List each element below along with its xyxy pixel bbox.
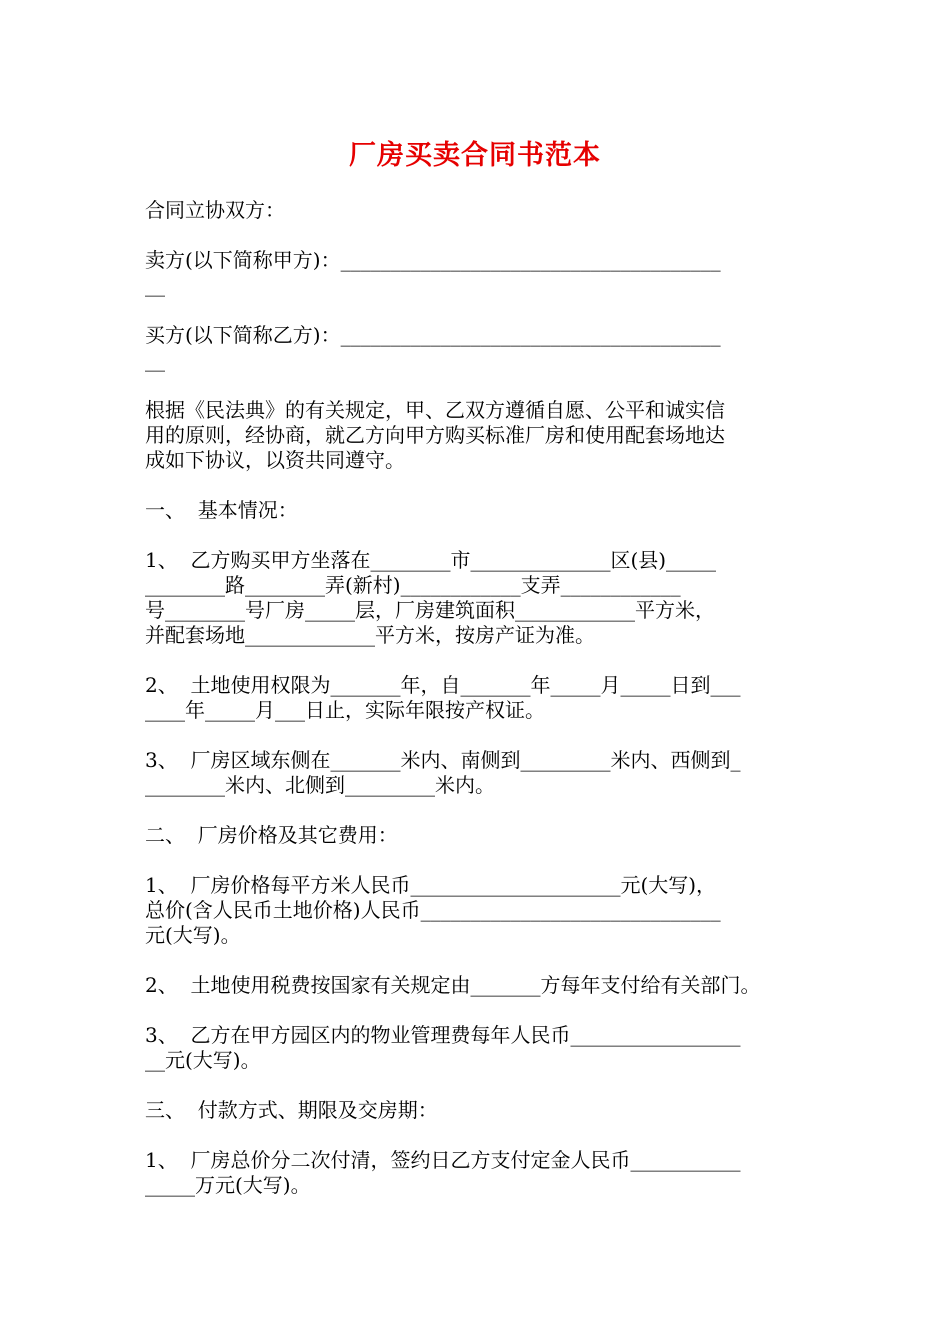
clause-3-1: 1、 厂房总价分二次付清，签约日乙方支付定金人民币___________ _____万元(大写)。 — [145, 1148, 741, 1197]
clause-1-3: 3、 厂房区域东侧在_______米内、南侧到_________米内、西侧到_ ________米内、北侧到_________米内。 — [145, 748, 741, 797]
buyer-line: 买方(以下简称乙方)：______________________________________ __ — [145, 323, 721, 372]
clause-1-2: 2、 土地使用权限为_______年，自_______年_____月_____日到___ ____年_____月___日止，实际年限按产权证。 — [145, 673, 741, 722]
seller-line: 卖方(以下简称甲方)：______________________________________ __ — [145, 248, 721, 297]
clause-1-1: 1、 乙方购买甲方坐落在________市______________区(县)_____ ________路________弄(新村)____________支弄____________ 号________号厂房_____层，厂房建筑面积____________平方米， 并配套场地_____________平方米，按房产证为准。 — [145, 548, 717, 647]
document-body — [145, 198, 810, 1223]
section-2-heading: 二、 厂房价格及其它费用： — [145, 823, 398, 847]
document-title: 厂房买卖合同书范本 — [349, 140, 601, 171]
preamble-paragraph: 根据《民法典》的有关规定，甲、乙双方遵循自愿、公平和诚实信 用的原则，经协商，就乙方向甲方购买标准厂房和使用配套场地达 成如下协议，以资共同遵守。 — [145, 398, 725, 472]
clause-2-3: 3、 乙方在甲方园区内的物业管理费每年人民币_________________ __元(大写)。 — [145, 1023, 741, 1072]
section-1-heading: 一、 基本情况： — [145, 498, 298, 522]
section-3-heading: 三、 付款方式、期限及交房期： — [145, 1098, 438, 1122]
clause-2-2: 2、 土地使用税费按国家有关规定由_______方每年支付给有关部门。 — [145, 973, 761, 997]
clause-2-1: 1、 厂房价格每平方米人民币_____________________元(大写)， 总价(含人民币土地价格)人民币______________________________ 元(大写)。 — [145, 873, 721, 947]
parties-heading: 合同立协双方： — [145, 198, 285, 222]
